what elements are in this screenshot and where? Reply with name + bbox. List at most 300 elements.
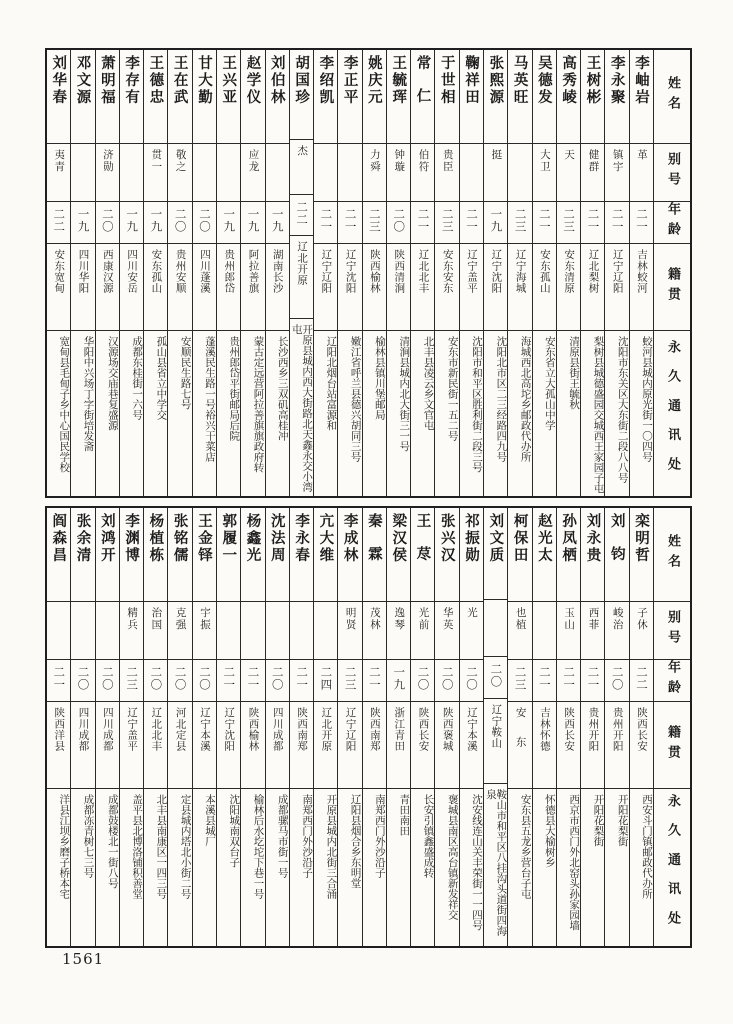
- native-place-cell: 辽宁沈阳: [338, 244, 361, 331]
- native-place-cell: 陕西榆林: [241, 702, 264, 789]
- alias-cell: 华英: [435, 602, 458, 660]
- native-place-cell: 安东孤山: [144, 244, 167, 331]
- person-column: [216, 50, 240, 496]
- alias-cell: [266, 602, 289, 660]
- address-cell: 青田南田: [398, 794, 411, 836]
- name-cell: 张余清: [71, 508, 94, 602]
- age-cell: 二一: [533, 660, 556, 702]
- person-column: [216, 508, 240, 946]
- age-cell: 二一: [411, 202, 434, 244]
- name-cell: 于世相: [435, 50, 458, 144]
- native-place-cell: 辽宁盖平: [120, 702, 143, 789]
- address-cell: 蓬溪民生路一号裕兴干菜店: [203, 336, 216, 462]
- native-place-cell: 辽宁鞍山: [484, 699, 507, 785]
- person-column: [143, 50, 167, 496]
- name-cell: 李正平: [338, 50, 361, 144]
- person-column: [434, 508, 458, 946]
- native-place-cell: 辽宁沈阳: [217, 702, 240, 789]
- native-place-cell: 辽宁本溪: [193, 702, 216, 789]
- name-cell: 高秀崚: [557, 50, 580, 144]
- person-column: [459, 50, 483, 496]
- person-column: [580, 508, 604, 946]
- person-column: [313, 508, 337, 946]
- native-place-cell: 西康汉源: [96, 244, 119, 331]
- native-place-cell: 辽北梨树: [581, 244, 604, 331]
- alias-cell: [266, 144, 289, 202]
- name-cell: 李成林: [338, 508, 361, 602]
- address-cell: 嫩江省呼兰县德兴胡同三号: [349, 336, 362, 462]
- address-cell: 西京市西门外北窑头孙家园墙: [568, 794, 581, 931]
- native-place-cell: 安东清原: [557, 244, 580, 331]
- name-cell: 梁汉侯: [387, 508, 410, 602]
- name-cell: 李永聚: [605, 50, 628, 144]
- address-cell: 沈阳市和平区胜利街二段三号: [471, 336, 484, 473]
- person-column: [167, 50, 191, 496]
- name-cell: 王树彬: [581, 50, 604, 144]
- name-cell: 刘文质: [484, 508, 507, 600]
- table-header-column: [653, 508, 690, 946]
- person-column: [167, 508, 191, 946]
- alias-cell: 光前: [411, 602, 434, 660]
- native-place-cell: 四川安岳: [120, 244, 143, 331]
- name-cell: 王金铎: [193, 508, 216, 602]
- address-cell: 辽阳县烟合乡东明堂: [349, 794, 362, 889]
- header-age: 年龄: [654, 202, 690, 244]
- age-cell: 一九: [71, 202, 94, 244]
- age-cell: 二〇: [193, 660, 216, 702]
- address-cell: 成都骡马市街一号: [276, 794, 289, 878]
- age-cell: 二一: [581, 202, 604, 244]
- age-cell: 二一: [460, 202, 483, 244]
- header-alias: 别号: [654, 602, 690, 660]
- address-cell: 贵州郎岱平街邮局后院: [228, 336, 241, 441]
- age-cell: 一九: [120, 202, 143, 244]
- table-header-column: [653, 50, 690, 496]
- address-cell: 开阳花梨街: [592, 794, 605, 847]
- address-cell: 北丰县南康区一四三号: [155, 794, 168, 899]
- age-cell: 二一: [605, 202, 628, 244]
- address-cell: 定县城内塔北小街二号: [179, 794, 192, 899]
- alias-cell: 治国: [144, 602, 167, 660]
- person-column: [289, 508, 313, 946]
- person-column: [143, 508, 167, 946]
- age-cell: 二〇: [168, 660, 191, 702]
- person-column: [386, 50, 410, 496]
- alias-cell: 力舜: [363, 144, 386, 202]
- person-column: [337, 50, 361, 496]
- age-cell: 二三: [508, 202, 531, 244]
- name-cell: 刘钧: [605, 508, 628, 602]
- name-cell: 孙凤栖: [557, 508, 580, 602]
- native-place-cell: 陕西长安: [557, 702, 580, 789]
- name-cell: 郭履一: [217, 508, 240, 602]
- native-place-cell: 贵州开阳: [581, 702, 604, 789]
- person-column: [240, 50, 264, 496]
- native-place-cell: 辽宁沈阳: [484, 244, 507, 331]
- person-column: [532, 50, 556, 496]
- native-place-cell: 陕西洋县: [47, 702, 70, 789]
- address-cell: 鞍山市和平区八挂沟头道街四海泉: [484, 789, 508, 937]
- name-cell: 刘伯林: [266, 50, 289, 144]
- person-column: [95, 50, 119, 496]
- native-place-cell: 辽北开原: [314, 702, 337, 789]
- name-cell: 栾明哲: [630, 508, 653, 602]
- address-cell: 褒城县南区高台镇新发祥交: [446, 794, 459, 920]
- address-cell: 汉源场交庙巷复盛源: [106, 336, 119, 431]
- age-cell: 二〇: [387, 202, 410, 244]
- person-column: [289, 50, 313, 496]
- native-place-cell: 辽宁本溪: [460, 702, 483, 789]
- alias-cell: [460, 144, 483, 202]
- age-cell: 二〇: [605, 660, 628, 702]
- age-cell: 二一: [630, 202, 653, 244]
- alias-cell: 茂林: [363, 602, 386, 660]
- person-column: [629, 508, 653, 946]
- address-cell: 安东县五龙乡营台子屯: [519, 794, 532, 899]
- address-cell: 宽甸县毛甸子乡中心国民学校: [58, 336, 71, 473]
- person-column: [410, 50, 434, 496]
- name-cell: 亢大维: [314, 508, 337, 602]
- native-place-cell: 四川蓬溪: [193, 244, 216, 331]
- name-cell: 李岫岩: [630, 50, 653, 144]
- age-cell: 二〇: [193, 202, 216, 244]
- native-place-cell: 贵州安顺: [168, 244, 191, 331]
- address-cell: 开原县城内北街三合涌: [325, 794, 338, 899]
- address-cell: 北丰县凌云乡文官屯: [422, 336, 435, 431]
- age-cell: 二四: [314, 660, 337, 702]
- header-alias: 别号: [654, 144, 690, 202]
- address-cell: 南郑西门外沙沿子: [373, 794, 386, 878]
- name-cell: 杨植栋: [144, 508, 167, 602]
- person-column: [362, 50, 386, 496]
- person-column: [265, 508, 289, 946]
- name-cell: 刘鸿开: [96, 508, 119, 602]
- address-cell: 蒙古定远营阿拉善旗旗政府转: [252, 336, 265, 473]
- header-name: 姓名: [654, 50, 690, 144]
- person-column: [70, 50, 94, 496]
- alias-cell: 革: [630, 144, 653, 202]
- alias-cell: 逸琴: [387, 602, 410, 660]
- age-cell: 一九: [241, 202, 264, 244]
- native-place-cell: 浙江青田: [387, 702, 410, 789]
- register-table-top: [45, 48, 692, 498]
- age-cell: 一九: [484, 202, 507, 244]
- native-place-cell: 辽宁辽阳: [338, 702, 361, 789]
- native-place-cell: 辽宁辽阳: [605, 244, 628, 331]
- name-cell: 刘华春: [47, 50, 70, 144]
- age-cell: 一九: [266, 202, 289, 244]
- native-place-cell: 湖南长沙: [266, 244, 289, 331]
- alias-cell: [217, 144, 240, 202]
- person-column: [483, 508, 507, 946]
- age-cell: 二三: [338, 660, 361, 702]
- address-cell: 梨树县城德盛园交城西王家园子屯: [592, 336, 605, 494]
- alias-cell: 伯符: [411, 144, 434, 202]
- age-cell: 二一: [47, 660, 70, 702]
- name-cell: 刘永贵: [581, 508, 604, 602]
- native-place-cell: 安东宽甸: [47, 244, 70, 331]
- age-cell: 二一: [241, 660, 264, 702]
- native-place-cell: 陕西南郑: [363, 702, 386, 789]
- native-place-cell: 阿拉善旗: [241, 244, 264, 331]
- person-column: [604, 50, 628, 496]
- age-cell: 二二: [630, 660, 653, 702]
- native-place-cell: 陕西清涧: [387, 244, 410, 331]
- native-place-cell: 陕西长安: [630, 702, 653, 789]
- address-cell: 榆林县镇川堡邮局: [373, 336, 386, 420]
- alias-cell: 贵臣: [435, 144, 458, 202]
- person-column: [580, 50, 604, 496]
- name-cell: 张熙源: [484, 50, 507, 144]
- name-cell: 沈法周: [266, 508, 289, 602]
- name-cell: 王兴亚: [217, 50, 240, 144]
- name-cell: 张兴汉: [435, 508, 458, 602]
- alias-cell: 大卫: [533, 144, 556, 202]
- alias-cell: 济勋: [96, 144, 119, 202]
- alias-cell: [484, 600, 507, 657]
- native-place-cell: 陕西南郑: [290, 702, 313, 789]
- person-column: [556, 50, 580, 496]
- age-cell: 二一: [314, 202, 337, 244]
- address-cell: 清涧县城内北大街三一号: [398, 336, 411, 452]
- age-cell: 二一: [581, 660, 604, 702]
- person-column: [192, 508, 216, 946]
- alias-cell: 玉山: [557, 602, 580, 660]
- person-column: [119, 50, 143, 496]
- name-cell: 祁振勋: [460, 508, 483, 602]
- age-cell: 二〇: [460, 660, 483, 702]
- address-cell: 清原县街王毓秋: [568, 336, 581, 410]
- alias-cell: 克强: [168, 602, 191, 660]
- alias-cell: 光: [460, 602, 483, 660]
- native-place-cell: 辽北开原: [290, 236, 313, 319]
- alias-cell: [290, 602, 313, 660]
- alias-cell: 天: [557, 144, 580, 202]
- name-cell: 柯保田: [508, 508, 531, 602]
- address-cell: 沈安线连山关丰荣街一一四号: [471, 794, 484, 931]
- address-cell: 南郑西门外沙沿子: [301, 794, 314, 878]
- person-column: [70, 508, 94, 946]
- person-column: [95, 508, 119, 946]
- native-place-cell: 陕西褒城: [435, 702, 458, 789]
- name-cell: 胡国珍: [290, 50, 313, 140]
- name-cell: 张铭儒: [168, 508, 191, 602]
- address-cell: 成都鼓楼北一街八号: [106, 794, 119, 889]
- alias-cell: 子休: [630, 602, 653, 660]
- alias-cell: 峻治: [605, 602, 628, 660]
- address-cell: 开阳花梨街: [616, 794, 629, 847]
- alias-cell: [47, 602, 70, 660]
- person-column: [313, 50, 337, 496]
- address-cell: 安东市新民街一五二号: [446, 336, 459, 441]
- alias-cell: 杰: [290, 140, 313, 196]
- name-cell: 李绍凯: [314, 50, 337, 144]
- native-place-cell: 四川华阳: [71, 244, 94, 331]
- alias-cell: [96, 602, 119, 660]
- native-place-cell: 辽宁辽阳: [314, 244, 337, 331]
- age-cell: 二三: [120, 660, 143, 702]
- person-column: [119, 508, 143, 946]
- address-cell: 海城西北高坨乡邮政代办所: [519, 336, 532, 462]
- age-cell: 二二: [47, 202, 70, 244]
- age-cell: 二一: [290, 660, 313, 702]
- native-place-cell: 安东: [508, 702, 531, 789]
- alias-cell: [533, 602, 556, 660]
- address-cell: 沈阳市东关区大东街二段八八号: [616, 336, 629, 483]
- native-place-cell: 安东孤山: [533, 244, 556, 331]
- person-column: [483, 50, 507, 496]
- alias-cell: 精兵: [120, 602, 143, 660]
- name-cell: 邓文源: [71, 50, 94, 144]
- alias-cell: 健群: [581, 144, 604, 202]
- alias-cell: 也植: [508, 602, 531, 660]
- native-place-cell: 吉林怀德: [533, 702, 556, 789]
- name-cell: 甘大勤: [193, 50, 216, 144]
- alias-cell: 镇宇: [605, 144, 628, 202]
- native-place-cell: 辽宁海城: [508, 244, 531, 331]
- register-table-bottom: [45, 506, 692, 948]
- age-cell: 二三: [363, 202, 386, 244]
- header-native-place: 籍贯: [654, 244, 690, 331]
- age-cell: 二〇: [144, 660, 167, 702]
- person-column: [459, 508, 483, 946]
- name-cell: 杨鑫光: [241, 508, 264, 602]
- native-place-cell: 吉林蛟河: [630, 244, 653, 331]
- native-place-cell: 辽北北丰: [144, 702, 167, 789]
- address-cell: 怀德县大榆树乡: [543, 794, 556, 868]
- age-cell: 二〇: [71, 660, 94, 702]
- alias-cell: [508, 144, 531, 202]
- alias-cell: [314, 602, 337, 660]
- name-cell: 王毓珲: [387, 50, 410, 144]
- name-cell: 李存有: [120, 50, 143, 144]
- person-column: [265, 50, 289, 496]
- person-column: [386, 508, 410, 946]
- age-cell: 一九: [144, 202, 167, 244]
- native-place-cell: 四川成都: [96, 702, 119, 789]
- alias-cell: 挺: [484, 144, 507, 202]
- age-cell: 二〇: [266, 660, 289, 702]
- name-cell: 萧明福: [96, 50, 119, 144]
- alias-cell: [241, 602, 264, 660]
- alias-cell: 敬之: [168, 144, 191, 202]
- header-age: 年龄: [654, 660, 690, 702]
- person-column: [507, 50, 531, 496]
- person-column: [410, 508, 434, 946]
- header-name: 姓名: [654, 508, 690, 602]
- name-cell: 王荩: [411, 508, 434, 602]
- person-column: [556, 508, 580, 946]
- person-column: [507, 508, 531, 946]
- alias-cell: 夷青: [47, 144, 70, 202]
- native-place-cell: 四川成都: [266, 702, 289, 789]
- name-cell: 秦霖: [363, 508, 386, 602]
- age-cell: 二〇: [411, 660, 434, 702]
- address-cell: 华阳中兴场丁字街培发斋: [82, 336, 95, 452]
- address-cell: 沈阳城南双台子: [228, 794, 241, 868]
- age-cell: 二〇: [484, 657, 507, 698]
- age-cell: 二〇: [96, 660, 119, 702]
- native-place-cell: 贵州郎岱: [217, 244, 240, 331]
- age-cell: 二三: [508, 660, 531, 702]
- address-cell: 开原县城内西大街路北天鑫永交小湾屯: [290, 324, 314, 492]
- native-place-cell: 陕西榆林: [363, 244, 386, 331]
- page-number: 1561: [62, 950, 105, 968]
- age-cell: 二一: [363, 660, 386, 702]
- person-column: [47, 508, 70, 946]
- age-cell: 二〇: [96, 202, 119, 244]
- person-column: [240, 508, 264, 946]
- age-cell: 二三: [557, 202, 580, 244]
- header-address: 永久通讯处: [665, 794, 680, 941]
- alias-cell: 钟璇: [387, 144, 410, 202]
- address-cell: 安东省立大孤山中学: [543, 336, 556, 431]
- alias-cell: 应龙: [241, 144, 264, 202]
- alias-cell: [193, 144, 216, 202]
- alias-cell: [217, 602, 240, 660]
- alias-cell: [338, 144, 361, 202]
- age-cell: 二三: [435, 202, 458, 244]
- name-cell: 王德忠: [144, 50, 167, 144]
- age-cell: 二一: [338, 202, 361, 244]
- name-cell: 马英旺: [508, 50, 531, 144]
- alias-cell: [120, 144, 143, 202]
- age-cell: 二〇: [168, 202, 191, 244]
- address-cell: 蛟河县城内原光街一〇四号: [641, 336, 653, 462]
- alias-cell: 西菲: [581, 602, 604, 660]
- name-cell: 王在武: [168, 50, 191, 144]
- age-cell: 二〇: [435, 660, 458, 702]
- native-place-cell: 河北定县: [168, 702, 191, 789]
- address-cell: 安顺民生路七号: [179, 336, 192, 410]
- native-place-cell: 安东安东: [435, 244, 458, 331]
- address-cell: 成都冻青树七三号: [82, 794, 95, 878]
- alias-cell: 明贤: [338, 602, 361, 660]
- name-cell: 赵学仪: [241, 50, 264, 144]
- address-cell: 长安引镇鑫盛成转: [422, 794, 435, 878]
- name-cell: 赵光太: [533, 508, 556, 602]
- address-cell: 成都东桂街一六号: [131, 336, 144, 420]
- address-cell: 辽阳北烟台站富源和: [325, 336, 338, 431]
- person-column: [337, 508, 361, 946]
- address-cell: 本溪县城厂: [203, 794, 216, 847]
- name-cell: 常仁: [411, 50, 434, 144]
- age-cell: 一九: [217, 202, 240, 244]
- name-cell: 姚庆元: [363, 50, 386, 144]
- alias-cell: 宇振: [193, 602, 216, 660]
- alias-cell: [71, 602, 94, 660]
- address-cell: 洋县江坝乡磨子桥本宅: [58, 794, 71, 899]
- address-cell: 盖平县北博洛铺积善堂: [131, 794, 144, 899]
- native-place-cell: 辽宁盖平: [460, 244, 483, 331]
- alias-cell: [314, 144, 337, 202]
- person-column: [629, 50, 653, 496]
- native-place-cell: 贵州开阳: [605, 702, 628, 789]
- header-native-place: 籍贯: [654, 702, 690, 789]
- header-address: 永久通讯处: [665, 340, 680, 487]
- address-cell: 榆林后水圪坨下巷一号: [252, 794, 265, 899]
- name-cell: 鞠祥田: [460, 50, 483, 144]
- person-column: [604, 508, 628, 946]
- person-column: [434, 50, 458, 496]
- name-cell: 阎森昌: [47, 508, 70, 602]
- alias-cell: 贯一: [144, 144, 167, 202]
- age-cell: 二一: [557, 660, 580, 702]
- person-column: [362, 508, 386, 946]
- person-column: [532, 508, 556, 946]
- native-place-cell: 陕西长安: [411, 702, 434, 789]
- age-cell: 一九: [387, 660, 410, 702]
